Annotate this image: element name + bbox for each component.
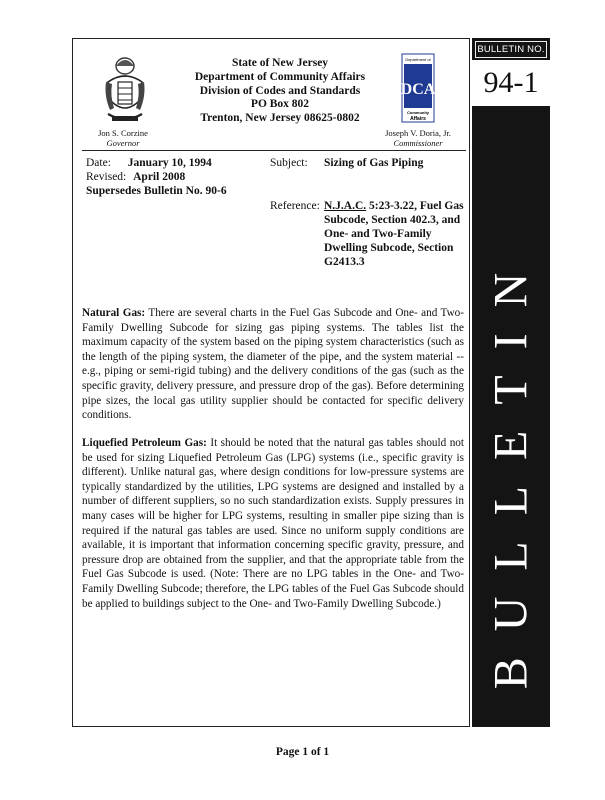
bulletin-vertical-word: BULLETIN xyxy=(484,246,538,690)
governor-role: Governor xyxy=(106,138,140,148)
bulletin-sidebar xyxy=(472,38,550,727)
subject-row xyxy=(270,156,424,170)
agency-header xyxy=(165,57,395,126)
header-line: State of New Jersey xyxy=(231,57,329,69)
natural-gas-heading: Natural Gas: xyxy=(82,307,146,319)
natural-gas-text: There are several charts in the Fuel Gas Subcode and One- and Two-Family Dwelling Subcode for sizing gas piping systems. The tables list the maximum capacity of the system based on the piping system characteristics (such as the length of the piping system, the diameter of the pipe, and the system material -- e.g., piping or semi-rigid tubing) and the delivery conditions of the gas (such as the specific gravity, delivery pressure, and pressure drop of the gas). Before determining pipe sizes, the local gas utility supplier should be contacted for specific delivery conditions. xyxy=(82,307,464,422)
natural-gas-paragraph xyxy=(82,306,464,423)
revised-value: April 2008 xyxy=(133,171,186,183)
svg-text:Community: Community xyxy=(407,110,429,115)
dca-logo xyxy=(400,52,436,124)
bulletin-label: BULLETIN NO. xyxy=(475,41,547,58)
page-number: Page 1 of 1 xyxy=(275,746,330,758)
logo-top-text: Department of xyxy=(405,57,431,62)
governor-signature-block xyxy=(86,128,160,148)
lpg-paragraph xyxy=(82,436,464,611)
reference-value xyxy=(324,199,464,269)
supersedes-row xyxy=(86,184,227,198)
lpg-text: It should be noted that the natural gas tables should not be used for sizing Liquefied Petroleum Gas (LPG) systems (i.e., specific gravity is different). Unlike natural gas, where design conditions for low-pressure systems are typically standardized by the utilities, LPG systems are designed and installed by a number of different suppliers, so no such standardization exists. Supply pressures in many cases will be higher for LPG systems, resulting in smaller pipe sizing than is required if the natural gas tables are used. Since no uniform supply conditions are available, it is important that information concerning specific gravity, pressure, and pressure drop are obtained from the supplier, and that the appropriate table from the Fuel Gas Subcode is used. (Note: There are no LPG tables in the One- and Two-Family Dwelling Subcode; therefore, the LPG tables of the Fuel Gas Subcode should be applied to buildings subject to the One- and Two-Family Dwelling Subcode.) xyxy=(82,437,464,610)
lpg-heading: Liquefied Petroleum Gas: xyxy=(82,437,207,449)
date-label: Date: xyxy=(86,157,111,169)
header-line: PO Box 802 xyxy=(250,98,310,111)
reference-code: N.J.A.C. xyxy=(324,200,367,212)
date-value: January 10, 1994 xyxy=(127,157,212,169)
subject-label: Subject: xyxy=(270,157,308,169)
header-line: Trenton, New Jersey 08625-0802 xyxy=(200,112,360,125)
bulletin-number: 94-1 xyxy=(472,60,550,106)
date-row xyxy=(86,156,212,170)
governor-name: Jon S. Corzine xyxy=(98,128,148,138)
commissioner-signature-block xyxy=(376,128,460,148)
reference-detail: 5:23-3.22, Fuel Gas Subcode, Section 402.3, and One- and Two-Family Dwelling Subcode, Section G2413.3 xyxy=(324,200,464,268)
supersedes-text: Supersedes Bulletin No. 90-6 xyxy=(86,185,227,197)
header-line: Department of Community Affairs xyxy=(194,70,366,83)
state-seal-icon xyxy=(102,52,148,128)
subject-value: Sizing of Gas Piping xyxy=(324,157,424,169)
commissioner-role: Commissioner xyxy=(393,138,443,148)
reference-label: Reference: xyxy=(270,200,320,212)
logo-letters: DCA xyxy=(400,81,436,98)
header-line: Division of Codes and Standards xyxy=(199,84,361,97)
revised-row xyxy=(86,170,185,184)
commissioner-name: Joseph V. Doria, Jr. xyxy=(385,128,451,138)
svg-text:Affairs: Affairs xyxy=(410,116,426,122)
header-divider xyxy=(82,150,466,151)
revised-label: Revised: xyxy=(86,171,127,183)
